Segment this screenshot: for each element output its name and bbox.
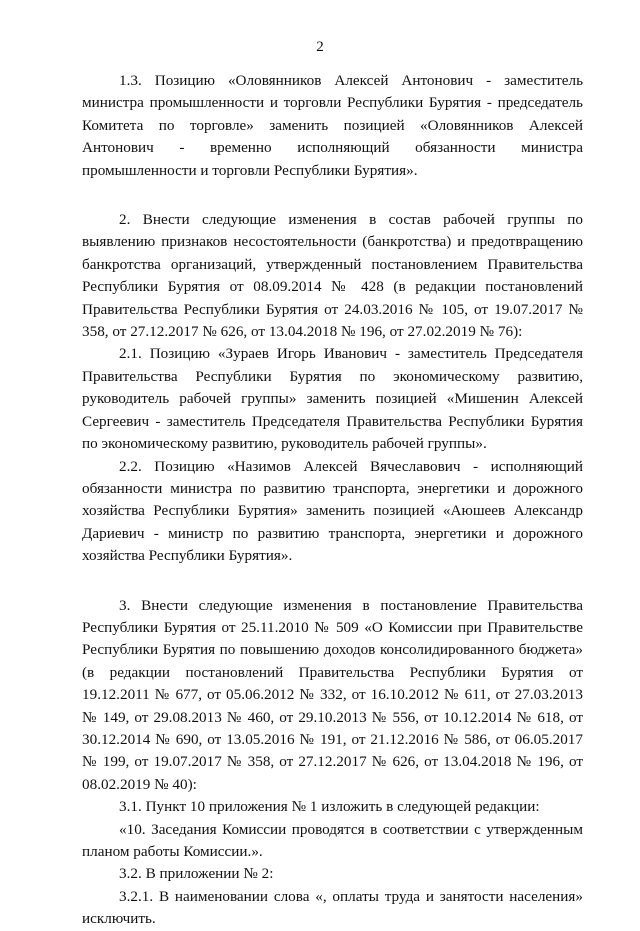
section-gap [82, 182, 583, 209]
paragraph-3: 3. Внести следующие изменения в постановление Правительства Республики Бурятия от 25.11.2010 № 509 «О Комиссии при Правительстве Республики Бурятия по повышению доходов консолидированного бюджета» (в редакции постановлений Правительства Республики Бурятия от 19.12.2011 № 677, от 05.06.2012 № 332, от 16.10.2012 № 611, от 27.03.2013 № 149, от 29.08.2013 № 460, от 29.10.2013 № 556, от 10.12.2014 № 618, от 30.12.2014 № 690, от 13.05.2016 № 191, от 21.12.2016 № 586, от 06.05.2017 № 199, от 19.07.2017 № 358, от 27.12.2017 № 626, от 13.04.2018 № 196, от 08.02.2019 № 40): [82, 596, 583, 793]
paragraph-3-1: 3.1. Пункт 10 приложения № 1 изложить в следующей редакции: [119, 798, 540, 816]
paragraph-2-2: 2.2. Позицию «Назимов Алексей Вячеславович - исполняющий обязанности министра по развитию транспорта, энергетики и дорожного хозяйства Республики Бурятия» заменить позицией «Аюшеев Александр Дариевич - министр по развитию транспорта, энергетики и дорожного хозяйства Республики Бурятия». [82, 457, 583, 565]
section-gap [82, 568, 583, 595]
paragraph-2: 2. Внести следующие изменения в состав рабочей группы по выявлению признаков несостоятельности (банкротства) и предотвращению банкротства организаций, утвержденный постановлением Правительства Республики Бурятия от 08.09.2014 № 428 (в редакции постановлений Правительства Республики Бурятия от 24.03.2016 № 105, от 19.07.2017 № 358, от 27.12.2017 № 626, от 13.04.2018 № 196, от 27.02.2019 № 76): [82, 211, 583, 341]
paragraph-3-1-quote: «10. Заседания Комиссии проводятся в соответствии с утвержденным планом работы Комиссии.». [82, 820, 583, 860]
paragraph-2-1: 2.1. Позицию «Зураев Игорь Иванович - заместитель Председателя Правительства Республики Бурятия по экономическому развитию, руководитель рабочей группы» заменить позицией «Мишенин Алексей Сергеевич - заместитель Председателя Правительства Республики Бурятия по экономическому развитию, руководитель рабочей группы». [82, 345, 583, 453]
paragraph-1-3: 1.3. Позицию «Оловянников Алексей Антонович - заместитель министра промышленности и торговли Республики Бурятия - председатель Комитета по торговле» заменить позицией «Оловянников Алексей Антонович - временно исполняющий обязанности министра промышленности и торговли Республики Бурятия». [82, 72, 583, 179]
paragraph-3-2-1: 3.2.1. В наименовании слова «, оплаты труда и занятости населения» исключить. [82, 887, 583, 928]
page-number: 2 [316, 39, 324, 55]
document-body [82, 70, 583, 931]
paragraph-3-2: 3.2. В приложении № 2: [119, 865, 274, 883]
